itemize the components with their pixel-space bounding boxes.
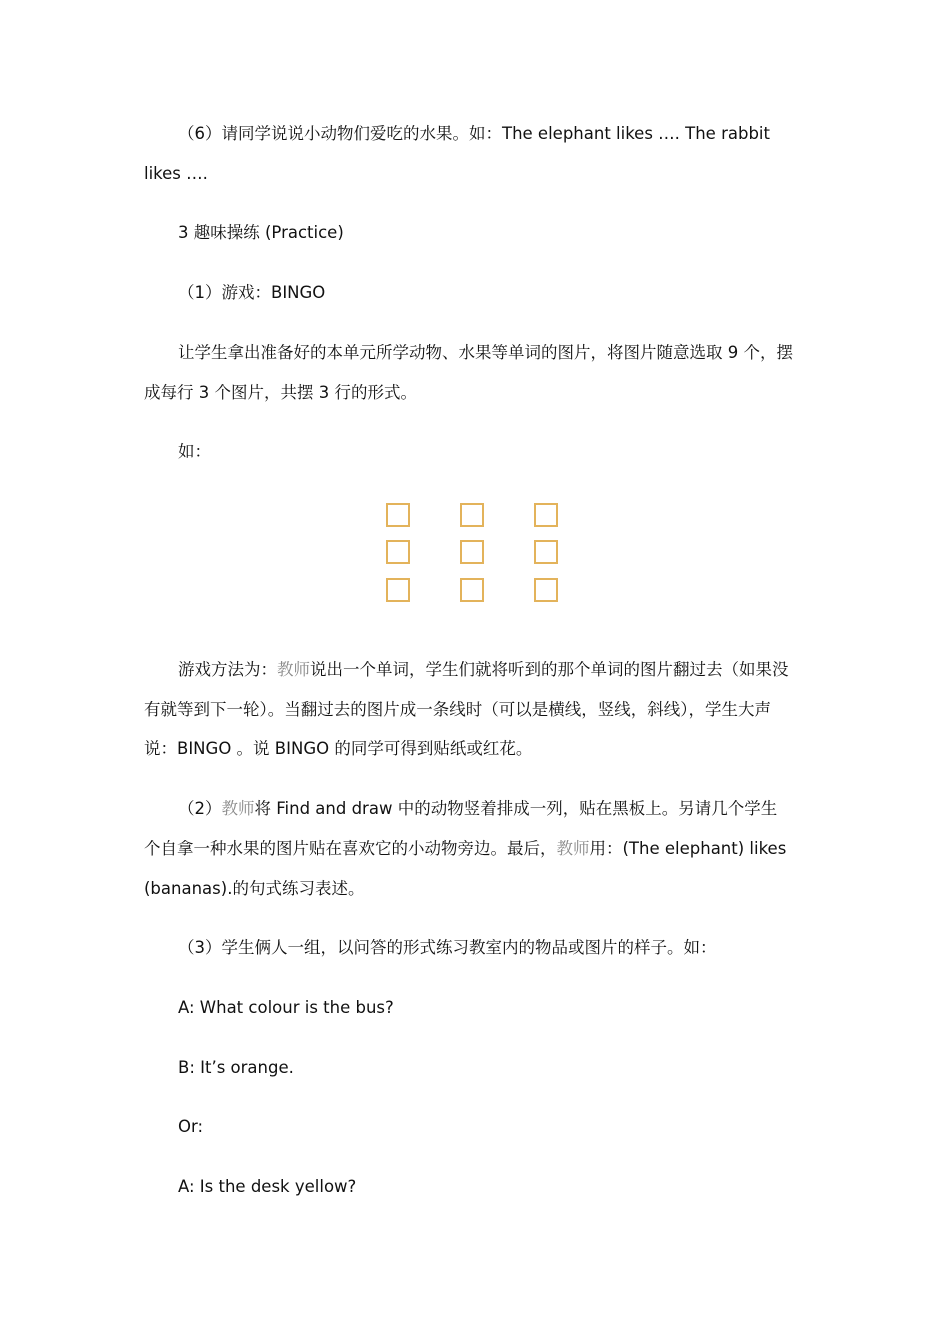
dialogue-line-a-2: A: Is the desk yellow? [178, 1177, 357, 1196]
dialogue-line-b-1: B: It’s orange. [178, 1058, 294, 1077]
bingo-grid-box [534, 578, 558, 602]
bingo-grid-box [386, 503, 410, 527]
activity-2-text: 将 Find and draw 中的动物竖着排成一列，贴在黑板上。另请几个学生 [254, 799, 778, 818]
teacher-term: 教师 [277, 660, 310, 679]
game-method-text: 说出一个单词，学生们就将听到的那个单词的图片翻过去（如果没 [310, 660, 789, 679]
bingo-grid-box [460, 540, 484, 564]
bingo-grid-box [460, 578, 484, 602]
dialogue-line-a-1: A: What colour is the bus? [178, 998, 394, 1017]
example-label: 如： [178, 442, 211, 461]
paragraph-6-line-2: likes …. [144, 164, 208, 183]
activity-2-text: （2） [178, 799, 222, 818]
section-heading-practice: 3 趣味操练 (Practice) [178, 223, 344, 242]
teacher-term: 教师 [221, 799, 255, 818]
game-method-line-2: 有就等到下一轮）。当翻过去的图片成一条线时（可以是横线，竖线，斜线），学生大声 [144, 700, 771, 719]
bingo-grid-box [534, 503, 558, 527]
activity-3-line: （3）学生俩人一组，以问答的形式练习教室内的物品或图片的样子。如： [178, 938, 717, 957]
game-method-text: 游戏方法为： [178, 660, 277, 679]
bingo-grid-box [534, 540, 558, 564]
activity-2-text: 个自拿一种水果的图片贴在喜欢它的小动物旁边。最后， [144, 839, 557, 858]
game-bingo-heading: （1）游戏：BINGO [178, 283, 326, 302]
paragraph-6-line-1: （6）请同学说说小动物们爱吃的水果。如：The elephant likes …. The rabbit [178, 124, 770, 143]
dialogue-or: Or: [178, 1117, 204, 1136]
bingo-instructions-line-2: 成每行 3 个图片，共摆 3 行的形式。 [144, 383, 417, 402]
bingo-grid-box [460, 503, 484, 527]
activity-2-line-2 [144, 837, 804, 861]
bingo-grid-box [386, 578, 410, 602]
bingo-instructions-line-1: 让学生拿出准备好的本单元所学动物、水果等单词的图片，将图片随意选取 9 个，摆 [178, 343, 793, 362]
activity-2-line-3: (bananas).的句式练习表述。 [144, 879, 365, 898]
activity-2-text: 用：(The elephant) likes [589, 839, 787, 858]
activity-2-line-1 [178, 797, 838, 821]
teacher-term: 教师 [556, 839, 590, 858]
bingo-grid-box [386, 540, 410, 564]
game-method-line-3: 说：BINGO 。说 BINGO 的同学可得到贴纸或红花。 [144, 739, 533, 758]
game-method-line-1 [178, 658, 838, 682]
